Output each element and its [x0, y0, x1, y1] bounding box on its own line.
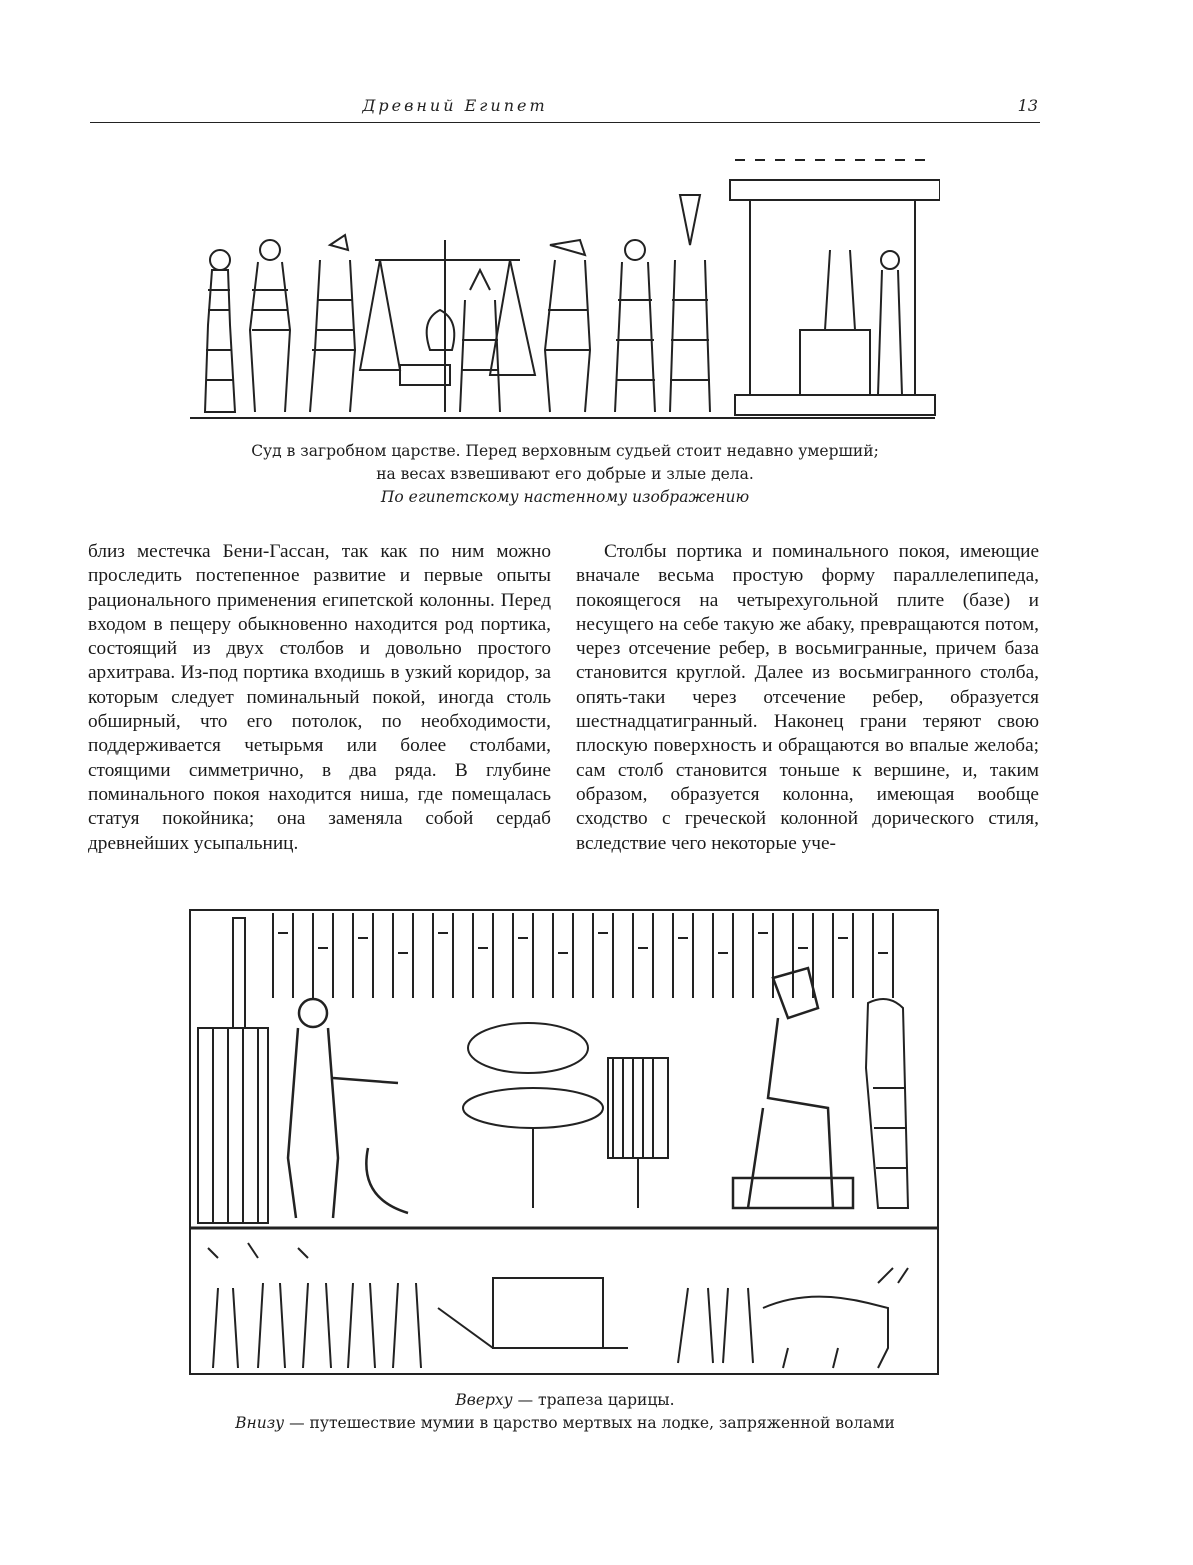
caption-credit: По египетскому настенному изображению: [380, 488, 750, 506]
queen-meal-illustration: [188, 908, 940, 1376]
running-title: Древний Египет: [362, 96, 548, 115]
left-column-text: [88, 540, 551, 856]
figure-ibis-god: [310, 235, 356, 412]
right-paragraph: Столбы портика и поминального покоя, имеющие вначале весьма простую форму параллелепипеда, покоящегося на четырехугольной плите (базе) и несущего на себе такую же абаку, превращаются потом, через отсечение ребер, в восьмигранные, причем база становится круглой. Далее из восьмигранного столба, опять-таки через отсечение ребер, образуется шестнадцатигранный. Наконец грани теряют свою плоскую поверхность и обращаются во впалые желоба; сам столб становится тоньше к вершине, и, таким образом, образуется колонна, имеющая вообще сходство с греческой колонной дорического стиля, вследствие чего некоторые уче-: [576, 541, 1039, 854]
caption-bottom-label: Внизу: [235, 1414, 285, 1432]
judgment-scene-illustration: [190, 150, 940, 425]
caption-line-2: на весах взвешивают его добрые и злые дела.: [376, 465, 754, 483]
running-header: [90, 92, 1040, 123]
figure-horus: [670, 195, 710, 412]
figure-servant: [288, 999, 408, 1218]
figure-man-1: [250, 240, 290, 412]
hieroglyph-band: [273, 913, 893, 998]
bottom-figure-caption: [90, 1389, 1040, 1435]
page-number: 13: [1017, 96, 1038, 115]
figure-isis: [878, 251, 902, 395]
caption-top-text: — трапеза царицы.: [512, 1391, 675, 1409]
figure-man-2: [615, 240, 655, 412]
caption-line-1: Суд в загробном царстве. Перед верховным судьей стоит недавно умерший;: [251, 442, 879, 460]
right-column-text: [576, 540, 1039, 856]
figure-jackal-god: [460, 270, 500, 412]
hieroglyph-side-panel: [198, 918, 268, 1223]
lower-register-procession: [208, 1243, 908, 1368]
figure-thoth: [545, 240, 590, 412]
caption-line-top: [90, 1389, 1040, 1412]
figure-queen: [733, 968, 853, 1208]
caption-top-label: Вверху: [455, 1391, 513, 1409]
caption-line-bottom: [90, 1412, 1040, 1435]
caption-bottom-text: — путешествие мумии в царство мертвых на лодке, запряженной волами: [284, 1414, 895, 1432]
scales: [360, 240, 535, 412]
offering-table: [463, 1023, 668, 1208]
figure-woman: [205, 250, 235, 412]
figure-mummy: [866, 999, 908, 1208]
left-paragraph: близ местечка Бени-Гассан, так как по ним можно проследить постепенное развитие и первые опыты рационального применения египетской колонны. Перед входом в пещеру обыкновенно находится род портика, состоящий из двух столбов и довольно простого архитрава. Из-под портика входишь в узкий коридор, за которым следует поминальный покой, иногда столь обширный, что его потолок, по необходимости, поддерживается четырьмя или более столбами, стоящими симметрично, в два ряда. В глубине поминального покоя находится ниша, где помещалась статуя покойника; она заменяла собой сердаб древнейших усыпальниц.: [88, 541, 551, 854]
canopy-shrine: [730, 160, 940, 415]
top-figure-caption: [90, 440, 1040, 509]
